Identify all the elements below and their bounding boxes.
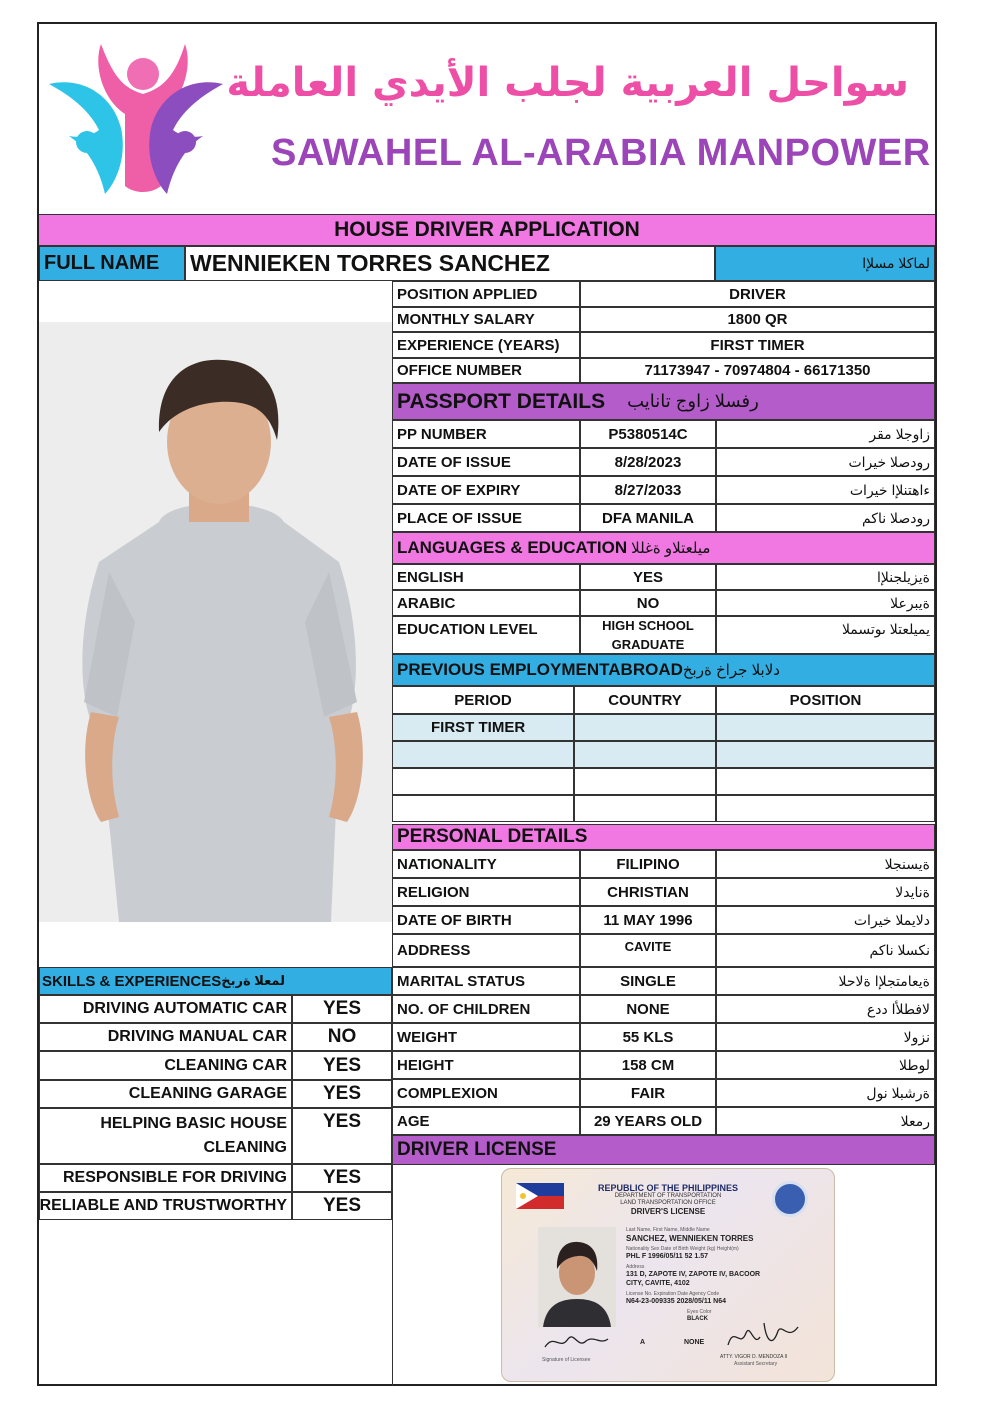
- skill-value-6: YES: [292, 1192, 392, 1220]
- skill-label-5: RESPONSIBLE FOR DRIVING: [39, 1164, 292, 1192]
- personal-label-9: AGE: [392, 1107, 580, 1135]
- license-photo-figure: [538, 1227, 616, 1327]
- employment-header-country: COUNTRY: [574, 686, 716, 714]
- license-restrictions: A: [640, 1339, 646, 1346]
- personal-title: PERSONAL DETAILS: [392, 824, 935, 850]
- full-name-arabic: لماكلا مسلإا: [715, 246, 935, 281]
- skill-label-3: CLEANING GARAGE: [39, 1080, 292, 1108]
- license-field-captions: Nationality Sex Date of Birth Weight (kg) Height(m): [626, 1246, 739, 1252]
- job-label-0: POSITION APPLIED: [392, 281, 580, 307]
- personal-value-3: CAVITE: [580, 934, 716, 967]
- personal-label-0: NATIONALITY: [392, 850, 580, 878]
- personal-arabic-0: ةيسنجلا: [716, 850, 935, 878]
- skill-value-3: YES: [292, 1080, 392, 1108]
- license-conditions: NONE: [684, 1339, 705, 1346]
- license-number: N64-23-009335 2028/05/11 N64: [626, 1298, 727, 1305]
- personal-value-7: 158 CM: [580, 1051, 716, 1079]
- language-value-1: NO: [580, 590, 716, 616]
- passport-arabic-3: رودصلا ناكم: [716, 504, 935, 532]
- license-dept: DEPARTMENT OF TRANSPORTATION: [614, 1193, 722, 1199]
- personal-arabic-4: ةيعامتجلإا ةلاحلا: [716, 967, 935, 995]
- language-arabic-0: ةيزيلجنلإا: [716, 564, 935, 590]
- form-title: HOUSE DRIVER APPLICATION: [39, 214, 935, 246]
- full-name-value: WENNIEKEN TORRES SANCHEZ: [185, 246, 715, 281]
- employment-row-0-position: [716, 714, 935, 741]
- personal-arabic-6: نزولا: [716, 1023, 935, 1051]
- skill-value-4: YES: [292, 1108, 392, 1164]
- personal-value-9: 29 YEARS OLD: [580, 1107, 716, 1135]
- applicant-photo: [39, 322, 392, 922]
- language-arabic-1: ةيبرعلا: [716, 590, 935, 616]
- employment-row-3-period: [392, 795, 574, 822]
- personal-label-4: MARITAL STATUS: [392, 967, 580, 995]
- personal-label-1: RELIGION: [392, 878, 580, 906]
- personal-label-3: ADDRESS: [392, 934, 580, 967]
- employment-row-1-country: [574, 741, 716, 768]
- employment-row-3-position: [716, 795, 935, 822]
- skill-label-1: DRIVING MANUAL CAR: [39, 1023, 292, 1051]
- personal-value-0: FILIPINO: [580, 850, 716, 878]
- languages-title: LANGUAGES & EDUCATION: [397, 538, 628, 557]
- education-label: EDUCATION LEVEL: [392, 616, 580, 654]
- job-label-2: EXPERIENCE (YEARS): [392, 332, 580, 358]
- language-label-1: ARABIC: [392, 590, 580, 616]
- license-address-2: CITY, CAVITE, 4102: [626, 1280, 690, 1287]
- personal-label-6: WEIGHT: [392, 1023, 580, 1051]
- passport-arabic-2: ءاهتنلإا خيرات: [716, 476, 935, 504]
- passport-label-3: PLACE OF ISSUE: [392, 504, 580, 532]
- license-signatory: ATTY. VIGOR D. MENDOZA II: [720, 1354, 788, 1360]
- company-logo: [43, 36, 229, 201]
- job-label-3: OFFICE NUMBER: [392, 358, 580, 383]
- license-fields: PHL F 1996/05/11 52 1.57: [626, 1253, 708, 1260]
- employment-row-1-period: [392, 741, 574, 768]
- passport-value-3: DFA MANILA: [580, 504, 716, 532]
- employment-section-header: [392, 654, 935, 686]
- philippine-flag-icon: [516, 1183, 564, 1209]
- education-value-line2: GRADUATE: [611, 637, 685, 652]
- education-value-line1: HIGH SCHOOL: [602, 618, 694, 633]
- passport-value-1: 8/28/2023: [580, 448, 716, 476]
- license-number-caption: License No. Expiration Date Agency Code: [626, 1291, 720, 1297]
- passport-title: PASSPORT DETAILS: [397, 389, 606, 413]
- personal-label-5: NO. OF CHILDREN: [392, 995, 580, 1023]
- passport-arabic-title: رفسلا زاوج تانايب: [627, 391, 759, 411]
- skills-section-header: [39, 967, 392, 995]
- employment-row-2-position: [716, 768, 935, 795]
- logo-head-left: [76, 131, 98, 153]
- passport-label-2: DATE OF EXPIRY: [392, 476, 580, 504]
- passport-arabic-1: رودصلا خيرات: [716, 448, 935, 476]
- employment-row-2-country: [574, 768, 716, 795]
- official-signature: [724, 1319, 804, 1353]
- skill-value-5: YES: [292, 1164, 392, 1192]
- holder-signature: [542, 1329, 612, 1355]
- license-address-caption: Address: [626, 1264, 645, 1270]
- skill-label-6: RELIABLE AND TRUSTWORTHY: [39, 1192, 292, 1220]
- job-value-0: DRIVER: [580, 281, 935, 307]
- personal-label-7: HEIGHT: [392, 1051, 580, 1079]
- passport-label-0: PP NUMBER: [392, 420, 580, 448]
- personal-value-5: NONE: [580, 995, 716, 1023]
- license-card-title: DRIVER'S LICENSE: [630, 1207, 706, 1216]
- applicant-figure: [39, 322, 392, 922]
- employment-row-0-period: FIRST TIMER: [392, 714, 574, 741]
- personal-arabic-2: دلايملا خيرات: [716, 906, 935, 934]
- skills-arabic-title: لمعلا ةربخ: [221, 973, 286, 988]
- personal-value-1: CHRISTIAN: [580, 878, 716, 906]
- passport-section-header: [392, 383, 935, 420]
- employment-header-position: POSITION: [716, 686, 935, 714]
- skill-label-4: [39, 1108, 292, 1164]
- personal-arabic-9: رمعلا: [716, 1107, 935, 1135]
- job-value-3: 71173947 - 70974804 - 66171350: [580, 358, 935, 383]
- languages-section-header: [392, 532, 935, 564]
- personal-value-2: 11 MAY 1996: [580, 906, 716, 934]
- passport-arabic-0: زاوجلا مقر: [716, 420, 935, 448]
- employment-title: PREVIOUS EMPLOYMENTABROAD: [397, 660, 683, 679]
- logo-head-right: [174, 131, 196, 153]
- employment-row-3-country: [574, 795, 716, 822]
- employment-row-1-position: [716, 741, 935, 768]
- license-photo: [538, 1227, 616, 1327]
- language-value-0: YES: [580, 564, 716, 590]
- personal-arabic-8: ةرشبلا نول: [716, 1079, 935, 1107]
- personal-label-8: COMPLEXION: [392, 1079, 580, 1107]
- license-eyes: BLACK: [687, 1316, 708, 1322]
- application-sheet: [37, 22, 937, 1386]
- company-name-english: SAWAHEL AL-ARABIA MANPOWER: [271, 132, 931, 174]
- license-holder-sig-label: Signature of Licensee: [542, 1357, 591, 1363]
- license-card-image: [501, 1168, 835, 1382]
- personal-arabic-5: لافطلأا ددع: [716, 995, 935, 1023]
- employment-row-2-period: [392, 768, 574, 795]
- personal-arabic-3: نكسلا ناكم: [716, 934, 935, 967]
- lto-seal-icon: [772, 1181, 808, 1217]
- skill-value-0: YES: [292, 995, 392, 1023]
- personal-value-6: 55 KLS: [580, 1023, 716, 1051]
- personal-label-2: DATE OF BIRTH: [392, 906, 580, 934]
- passport-value-2: 8/27/2033: [580, 476, 716, 504]
- job-value-1: 1800 QR: [580, 307, 935, 332]
- full-name-label: FULL NAME: [39, 246, 185, 281]
- skill-label-0: DRIVING AUTOMATIC CAR: [39, 995, 292, 1023]
- personal-arabic-7: لوطلا: [716, 1051, 935, 1079]
- languages-arabic-title: ميلعتلاو ةغللا: [631, 540, 711, 557]
- employment-header-period: PERIOD: [392, 686, 574, 714]
- license-country: REPUBLIC OF THE PHILIPPINES: [597, 1183, 738, 1193]
- skill-label-4-line1: HELPING BASIC HOUSE: [100, 1115, 287, 1132]
- personal-value-4: SINGLE: [580, 967, 716, 995]
- job-label-1: MONTHLY SALARY: [392, 307, 580, 332]
- skills-title: SKILLS & EXPERIENCES: [42, 972, 222, 990]
- license-eyes-caption: Eyes Color: [687, 1309, 712, 1315]
- logo-head-center: [127, 58, 159, 90]
- language-label-0: ENGLISH: [392, 564, 580, 590]
- skill-label-4-line2: CLEANING: [203, 1139, 287, 1156]
- employment-row-0-country: [574, 714, 716, 741]
- license-holder-name: SANCHEZ, WENNIEKEN TORRES: [626, 1234, 754, 1243]
- job-value-2: FIRST TIMER: [580, 332, 935, 358]
- employment-arabic-title: دلابلا جراخ ةربخ: [682, 662, 780, 679]
- license-signatory-title: Assistant Secretary: [734, 1361, 778, 1367]
- passport-value-0: P5380514C: [580, 420, 716, 448]
- license-office: LAND TRANSPORTATION OFFICE: [620, 1200, 716, 1206]
- education-value: [580, 616, 716, 654]
- skill-value-1: NO: [292, 1023, 392, 1051]
- personal-value-8: FAIR: [580, 1079, 716, 1107]
- license-divider: [392, 1165, 393, 1386]
- company-name-arabic: سواحل العربية لجلب الأيدي العاملة: [226, 60, 909, 106]
- passport-label-1: DATE OF ISSUE: [392, 448, 580, 476]
- skill-value-2: YES: [292, 1051, 392, 1080]
- skill-label-2: CLEANING CAR: [39, 1051, 292, 1080]
- license-title: DRIVER LICENSE: [392, 1135, 935, 1165]
- personal-arabic-1: ةنايدلا: [716, 878, 935, 906]
- license-name-caption: Last Name, First Name, Middle Name: [626, 1227, 710, 1233]
- license-address-1: 131 D, ZAPOTE IV, ZAPOTE IV, BACOOR: [626, 1271, 761, 1278]
- education-arabic: يميلعتلا ىوتسملا: [716, 616, 935, 654]
